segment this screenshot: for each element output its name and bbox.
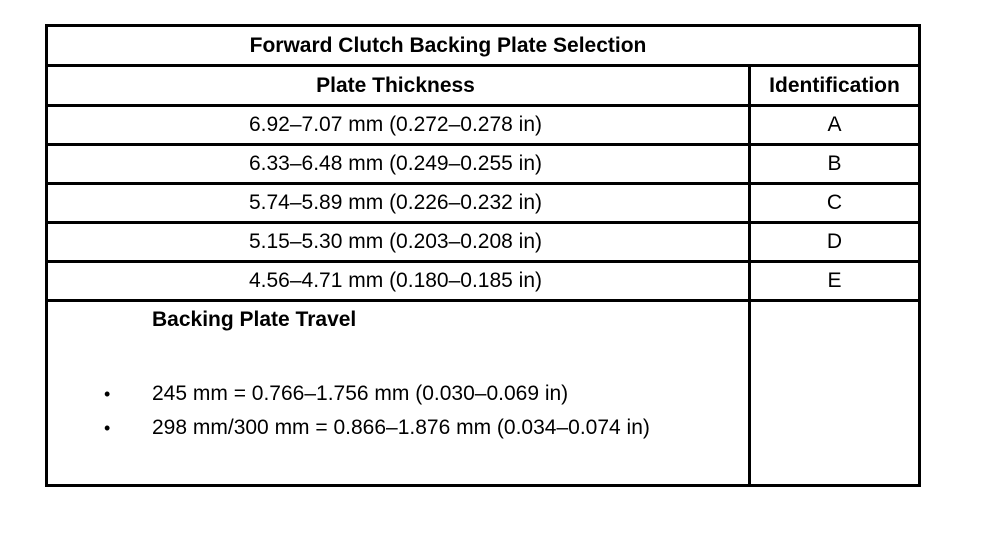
empty-identification-cell bbox=[750, 301, 920, 486]
backing-plate-travel-row bbox=[47, 301, 920, 486]
backing-plate-travel-title: Backing Plate Travel bbox=[152, 308, 357, 331]
plate-thickness-cell: 6.92–7.07 mm (0.272–0.278 in) bbox=[47, 106, 750, 145]
table-row bbox=[47, 262, 920, 301]
identification-cell: D bbox=[750, 223, 920, 262]
backing-plate-travel-cell bbox=[47, 301, 750, 486]
travel-spec-298-300mm: 298 mm/300 mm = 0.866–1.876 mm (0.034–0.074 in) bbox=[152, 416, 650, 439]
identification-cell: B bbox=[750, 145, 920, 184]
bullet-icon: • bbox=[104, 384, 111, 404]
plate-thickness-cell: 4.56–4.71 mm (0.180–0.185 in) bbox=[47, 262, 750, 301]
list-item bbox=[48, 414, 750, 442]
table-row bbox=[47, 223, 920, 262]
identification-cell: C bbox=[750, 184, 920, 223]
backing-plate-travel-box bbox=[48, 302, 748, 484]
identification-cell: A bbox=[750, 106, 920, 145]
travel-spec-245mm: 245 mm = 0.766–1.756 mm (0.030–0.069 in) bbox=[152, 382, 569, 405]
table-row bbox=[47, 184, 920, 223]
table-header-row bbox=[47, 66, 920, 106]
table-row bbox=[47, 145, 920, 184]
plate-thickness-cell: 5.74–5.89 mm (0.226–0.232 in) bbox=[47, 184, 750, 223]
column-header-identification: Identification bbox=[750, 66, 920, 106]
bullet-icon: • bbox=[104, 418, 111, 438]
column-header-plate-thickness: Plate Thickness bbox=[47, 66, 750, 106]
table-row bbox=[47, 106, 920, 145]
plate-thickness-cell: 5.15–5.30 mm (0.203–0.208 in) bbox=[47, 223, 750, 262]
table-title-row bbox=[47, 26, 920, 66]
table-title: Forward Clutch Backing Plate Selection bbox=[47, 26, 920, 66]
backing-plate-selection-table bbox=[45, 24, 921, 487]
plate-thickness-cell: 6.33–6.48 mm (0.249–0.255 in) bbox=[47, 145, 750, 184]
identification-cell: E bbox=[750, 262, 920, 301]
list-item bbox=[48, 380, 750, 408]
